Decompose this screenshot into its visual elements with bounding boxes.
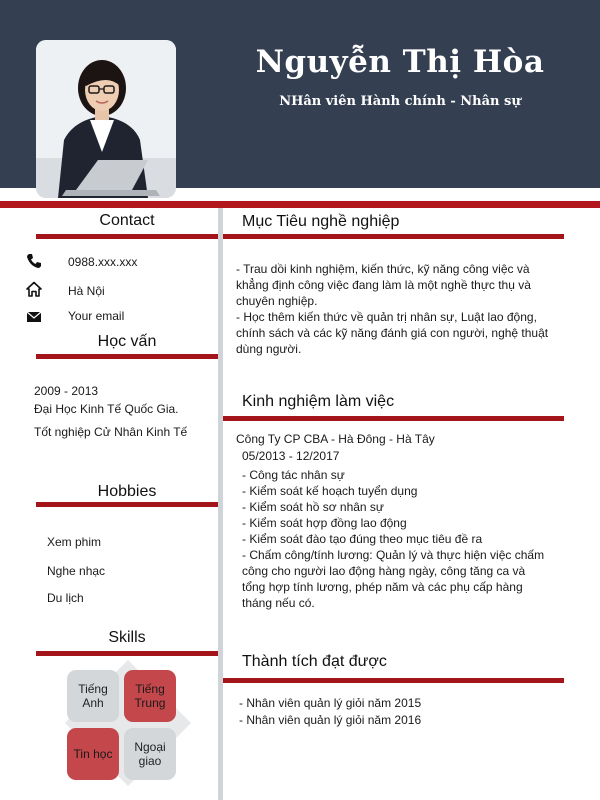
home-icon <box>26 281 42 302</box>
experience-period: 05/2013 - 12/2017 <box>242 449 340 463</box>
objective-line: chuyên nghiệp. <box>236 294 318 308</box>
hobbies-heading-bar <box>36 502 218 507</box>
skill-english: Tiếng Anh <box>67 670 119 722</box>
phone-icon <box>26 253 42 274</box>
education-heading: Học vấn <box>97 333 157 350</box>
skill-computer: Tin học <box>67 728 119 780</box>
achievements-heading-bar <box>223 678 564 683</box>
skill-chinese: Tiếng Trung <box>124 670 176 722</box>
objective-line: chính sách và các kỹ năng đánh giá con người, nghệ thuật <box>236 326 549 340</box>
hobby-item: Xem phim <box>47 535 102 549</box>
job-title: NHân viên Hành chính - Nhân sự <box>279 94 521 109</box>
duty-line: tháng nếu có. <box>242 596 315 610</box>
duty-line: - Kiểm soát hợp đồng lao động <box>242 516 407 530</box>
objective-line: - Trau dồi kinh nghiệm, kiến thức, kỹ năng công việc và <box>236 262 530 276</box>
achievements-heading: Thành tích đạt được <box>242 653 387 670</box>
objective-line: khẳng định công việc đang làm là một nghề thực thụ và <box>236 278 531 292</box>
education-school: Đại Học Kinh Tế Quốc Gia. <box>34 402 179 416</box>
profile-photo <box>36 40 176 198</box>
contact-email: Your email <box>68 309 125 323</box>
header-red-band <box>0 201 600 208</box>
experience-heading: Kinh nghiệm làm việc <box>242 393 395 410</box>
objective-heading-bar <box>223 234 564 239</box>
achievement-item: - Nhân viên quản lý giỏi năm 2015 <box>239 696 422 710</box>
objective-line: dùng người. <box>236 342 302 356</box>
duty-line: tổng hợp tính lương, phép năm và các phụ cấp hàng <box>242 580 523 594</box>
candidate-name: Nguyễn Thị Hòa <box>255 44 545 80</box>
duty-line: - Kiểm soát kế hoạch tuyển dụng <box>242 484 418 498</box>
education-heading-bar <box>36 354 218 359</box>
experience-company: Công Ty CP CBA - Hà Đông - Hà Tây <box>236 432 435 446</box>
email-icon <box>26 309 42 330</box>
skill-diplomacy: Ngoại giao <box>124 728 176 780</box>
column-divider <box>218 208 223 800</box>
contact-phone: 0988.xxx.xxx <box>68 255 138 269</box>
person-avatar-icon <box>36 40 176 198</box>
skills-heading-bar <box>36 651 218 656</box>
duty-line: - Kiểm soát đào tạo đúng theo mục tiêu đề ra <box>242 532 483 546</box>
contact-heading-bar <box>36 234 218 239</box>
education-degree: Tốt nghiệp Cử Nhân Kinh Tế <box>34 425 188 439</box>
objective-line: - Học thêm kiến thức về quản trị nhân sự, Luật lao động, <box>236 310 537 324</box>
contact-address: Hà Nội <box>68 284 105 298</box>
duty-line: - Công tác nhân sự <box>242 468 345 482</box>
duty-line: - Chấm công/tính lương: Quản lý và thực hiện việc chấm <box>242 548 545 562</box>
objective-heading: Mục Tiêu nghề nghiệp <box>242 213 400 230</box>
experience-heading-bar <box>223 416 564 421</box>
skills-heading: Skills <box>108 629 146 646</box>
achievement-item: - Nhân viên quản lý giỏi năm 2016 <box>239 713 422 727</box>
contact-heading: Contact <box>99 212 155 229</box>
duty-line: - Kiểm soát hồ sơ nhân sự <box>242 500 384 514</box>
hobby-item: Du lịch <box>47 591 84 605</box>
hobby-item: Nghe nhạc <box>47 564 106 578</box>
hobbies-heading: Hobbies <box>97 483 157 500</box>
experience-duties <box>242 467 572 611</box>
duty-line: công cho người lao động hàng ngày, công tăng ca và <box>242 564 526 578</box>
education-years: 2009 - 2013 <box>34 384 99 398</box>
objective-text <box>236 261 576 357</box>
